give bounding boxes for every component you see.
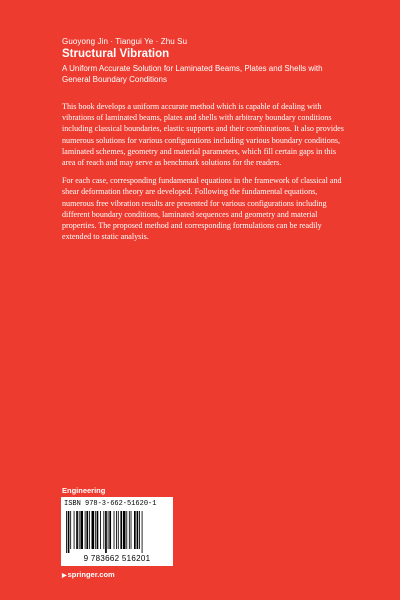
barcode-panel bbox=[61, 497, 173, 566]
barcode-bar bbox=[123, 511, 126, 549]
barcode-bar bbox=[86, 511, 88, 549]
barcode-bar bbox=[74, 511, 75, 549]
barcode-bar bbox=[79, 511, 80, 549]
barcode-digits: 9 783662 516201 bbox=[83, 554, 151, 563]
barcode-bar bbox=[97, 511, 99, 549]
website-text: springer.com bbox=[67, 570, 115, 579]
barcode-bar bbox=[105, 511, 107, 553]
barcode-bar bbox=[139, 511, 140, 549]
website-link[interactable] bbox=[62, 570, 115, 579]
category-label: Engineering bbox=[62, 486, 106, 495]
barcode-bar bbox=[109, 511, 111, 549]
barcode-bar bbox=[126, 511, 127, 549]
barcode-bar bbox=[92, 511, 95, 549]
barcode-bar bbox=[89, 511, 90, 549]
barcode-bar bbox=[95, 511, 96, 549]
description-paragraph: This book develops a uniform accurate method which is capable of dealing with vibrations of laminated beams, plates and shells with arbitrary boundary conditions including classical boundaries, elastic supports and their combinations. It also provides numerous solutions for various configurations including various boundary conditions, laminated schemes, geometry and material parameters, which fill certain gaps in this area of reach and may serve as benchmark solutions for the readers. bbox=[62, 102, 344, 168]
description-paragraph: For each case, corresponding fundamental equations in the framework of classical and shear deformation theory are developed. Following the fundamental equations, numerous free vibration results are presented for various configurations including different boundary conditions, laminated sequences and geometry and material properties. The proposed method and corresponding formulations can be readily extended to static analysis. bbox=[62, 176, 342, 242]
arrow-right-icon: ▶ bbox=[62, 573, 67, 579]
barcode-bar bbox=[116, 511, 117, 549]
barcode-bar bbox=[70, 511, 71, 549]
barcode-bar bbox=[118, 511, 119, 549]
barcode-bar bbox=[85, 511, 86, 549]
book-subtitle: A Uniform Accurate Solution for Laminated Beams, Plates and Shells with General Boundary Conditions bbox=[62, 64, 323, 84]
barcode-bar bbox=[108, 511, 109, 549]
barcode-bar bbox=[137, 511, 139, 549]
barcode-bar bbox=[80, 511, 83, 549]
barcode-icon bbox=[65, 511, 169, 553]
barcode-bar bbox=[129, 511, 130, 549]
barcode-bar bbox=[114, 511, 115, 549]
barcode-bar bbox=[66, 511, 67, 553]
book-title: Structural Vibration bbox=[62, 48, 170, 60]
barcode-bar bbox=[103, 511, 104, 549]
barcode-bar bbox=[131, 511, 132, 549]
isbn-text: ISBN 978-3-662-51620-1 bbox=[64, 500, 157, 508]
barcode-bar bbox=[120, 511, 122, 549]
barcode-bar bbox=[68, 511, 70, 553]
barcode-bar bbox=[142, 511, 143, 553]
barcode-bar bbox=[134, 511, 136, 549]
barcode-bar bbox=[76, 511, 78, 549]
barcode-bar bbox=[100, 511, 101, 549]
authors: Guoyong Jin · Tiangui Ye · Zhu Su bbox=[62, 37, 188, 46]
book-description bbox=[62, 101, 347, 249]
